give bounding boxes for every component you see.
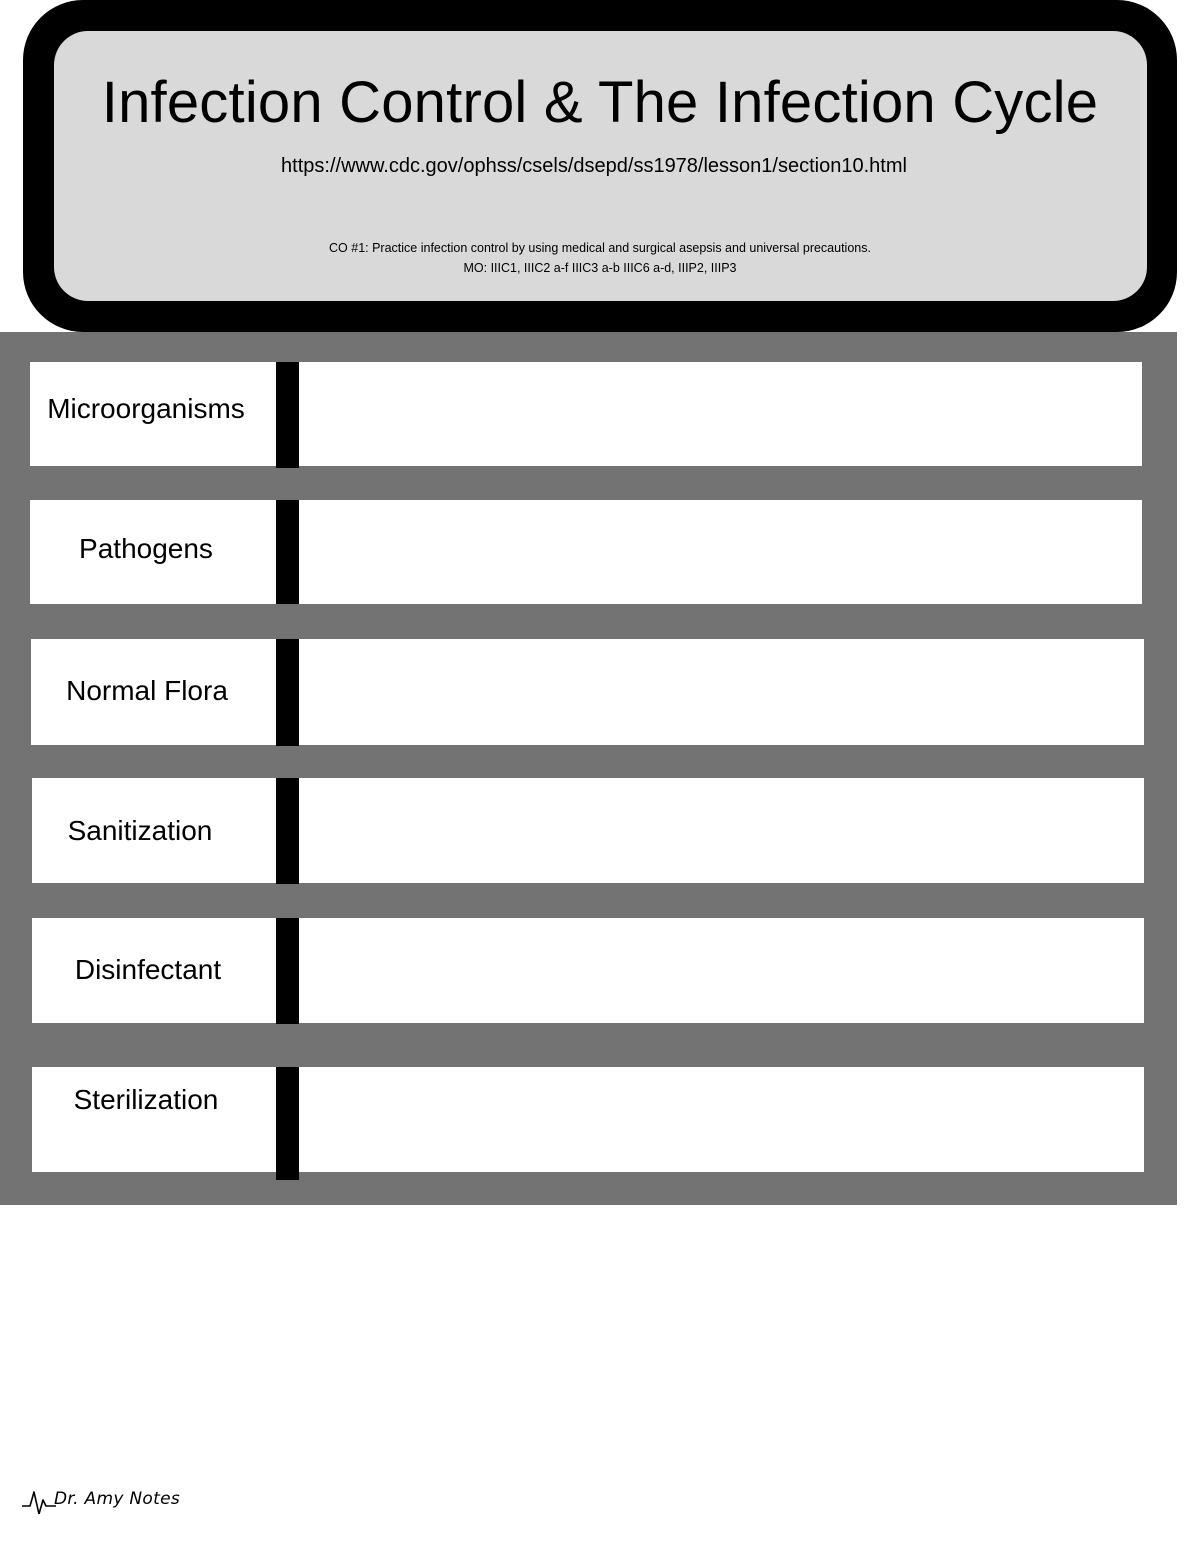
answer-field[interactable] — [299, 500, 1142, 604]
course-objective: CO #1: Practice infection control by using medical and surgical asepsis and universal precautions. — [329, 241, 871, 255]
heartbeat-pulse-icon — [22, 1484, 56, 1514]
term-label: Normal Flora — [66, 675, 228, 706]
answer-field[interactable] — [299, 362, 1142, 466]
term-label: Sanitization — [67, 815, 213, 846]
column-divider — [276, 500, 299, 604]
term-label: Disinfectant — [74, 954, 222, 985]
term-label: Pathogens — [79, 533, 213, 564]
page-title: Infection Control & The Infection Cycle — [101, 70, 1099, 135]
column-divider — [276, 639, 299, 746]
term-label: Sterilization — [73, 1084, 219, 1115]
column-divider — [276, 918, 299, 1024]
term-label: Microorganisms — [47, 393, 245, 424]
answer-field[interactable] — [299, 639, 1144, 745]
column-divider — [276, 362, 299, 468]
answer-field[interactable] — [299, 918, 1144, 1023]
module-objectives: MO: IIIC1, IIIC2 a-f IIIC3 a-b IIIC6 a-d, IIIP2, IIIP3 — [463, 261, 737, 275]
column-divider — [276, 1067, 299, 1180]
footer-brand: Dr. Amy Notes — [54, 1489, 180, 1509]
source-link[interactable]: https://www.cdc.gov/ophss/csels/dsepd/ss1978/lesson1/section10.html — [281, 155, 907, 177]
answer-field[interactable] — [299, 778, 1144, 883]
footer-logo — [22, 1482, 180, 1516]
answer-field[interactable] — [299, 1067, 1144, 1172]
column-divider — [276, 778, 299, 884]
